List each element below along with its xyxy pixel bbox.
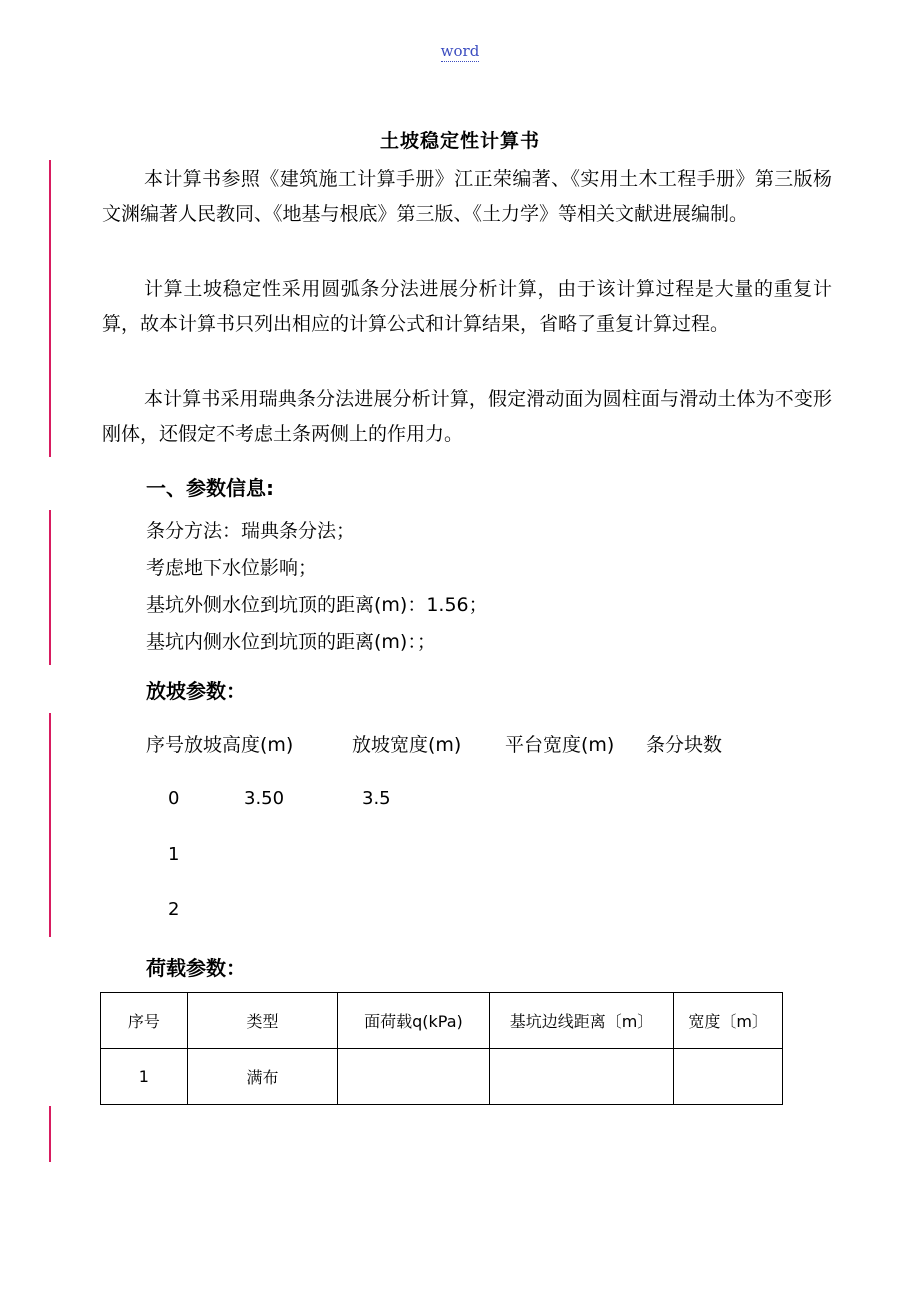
paragraph-method: 计算土坡稳定性采用圆弧条分法进展分析计算，由于该计算过程是大量的重复计算，故本计算书只列出相应的计算公式和计算结果，省略了重复计算过程。 [102, 278, 832, 335]
load-row-1-type: 满布 [187, 1049, 337, 1105]
load-col-index: 序号 [101, 993, 188, 1049]
load-col-type: 类型 [187, 993, 337, 1049]
header-word-text[interactable]: word [440, 42, 480, 60]
revision-bar [49, 1106, 51, 1162]
param-line-method: 条分方法：瑞典条分法； [146, 520, 356, 542]
slope-row-2-index: 2 [168, 899, 180, 920]
load-col-q: 面荷载q(kPa) [338, 993, 490, 1049]
load-row-1-index: 1 [101, 1049, 188, 1105]
slope-row-0-height: 3.50 [244, 788, 285, 809]
table-row [101, 1049, 783, 1105]
revision-bar [49, 713, 51, 937]
slope-col-width: 放坡宽度(m) [352, 734, 462, 756]
load-row-1-width [674, 1049, 783, 1105]
load-params-table [100, 992, 783, 1105]
load-row-1-distance [489, 1049, 673, 1105]
revision-bar [49, 510, 51, 665]
param-line-outer-water: 基坑外侧水位到坑顶的距离(m)：1.56； [146, 594, 488, 616]
load-row-1-q [338, 1049, 490, 1105]
slope-row-0-index: 0 [168, 788, 180, 809]
slope-col-blocks: 条分块数 [646, 734, 723, 756]
load-params-heading: 荷载参数： [146, 956, 246, 980]
slope-col-index: 序号 [146, 734, 185, 756]
slope-row-1-index: 1 [168, 844, 180, 865]
slope-col-platform: 平台宽度(m) [505, 734, 615, 756]
param-line-groundwater: 考虑地下水位影响； [146, 557, 318, 579]
document-title: 土坡稳定性计算书 [379, 130, 540, 152]
slope-params-heading: 放坡参数： [146, 679, 246, 703]
load-col-distance: 基坑边线距离〔m〕 [489, 993, 673, 1049]
section-params-heading: 一、参数信息: [146, 476, 274, 500]
slope-row-0-width: 3.5 [362, 788, 391, 809]
paragraph-references: 本计算书参照《建筑施工计算手册》江正荣编著、《实用土木工程手册》第三版杨文渊编著人民教同、《地基与根底》第三版、《土力学》等相关文献进展编制。 [102, 168, 832, 225]
header-word-link[interactable] [0, 42, 920, 60]
slope-col-height: 放坡高度(m) [184, 734, 294, 756]
table-header-row [101, 993, 783, 1049]
revision-bar [49, 160, 51, 457]
paragraph-assumptions: 本计算书采用瑞典条分法进展分析计算，假定滑动面为圆柱面与滑动土体为不变形刚体，还假定不考虑土条两侧上的作用力。 [102, 388, 832, 445]
load-col-width: 宽度〔m〕 [674, 993, 783, 1049]
param-line-inner-water: 基坑内侧水位到坑顶的距离(m)：； [146, 631, 436, 653]
